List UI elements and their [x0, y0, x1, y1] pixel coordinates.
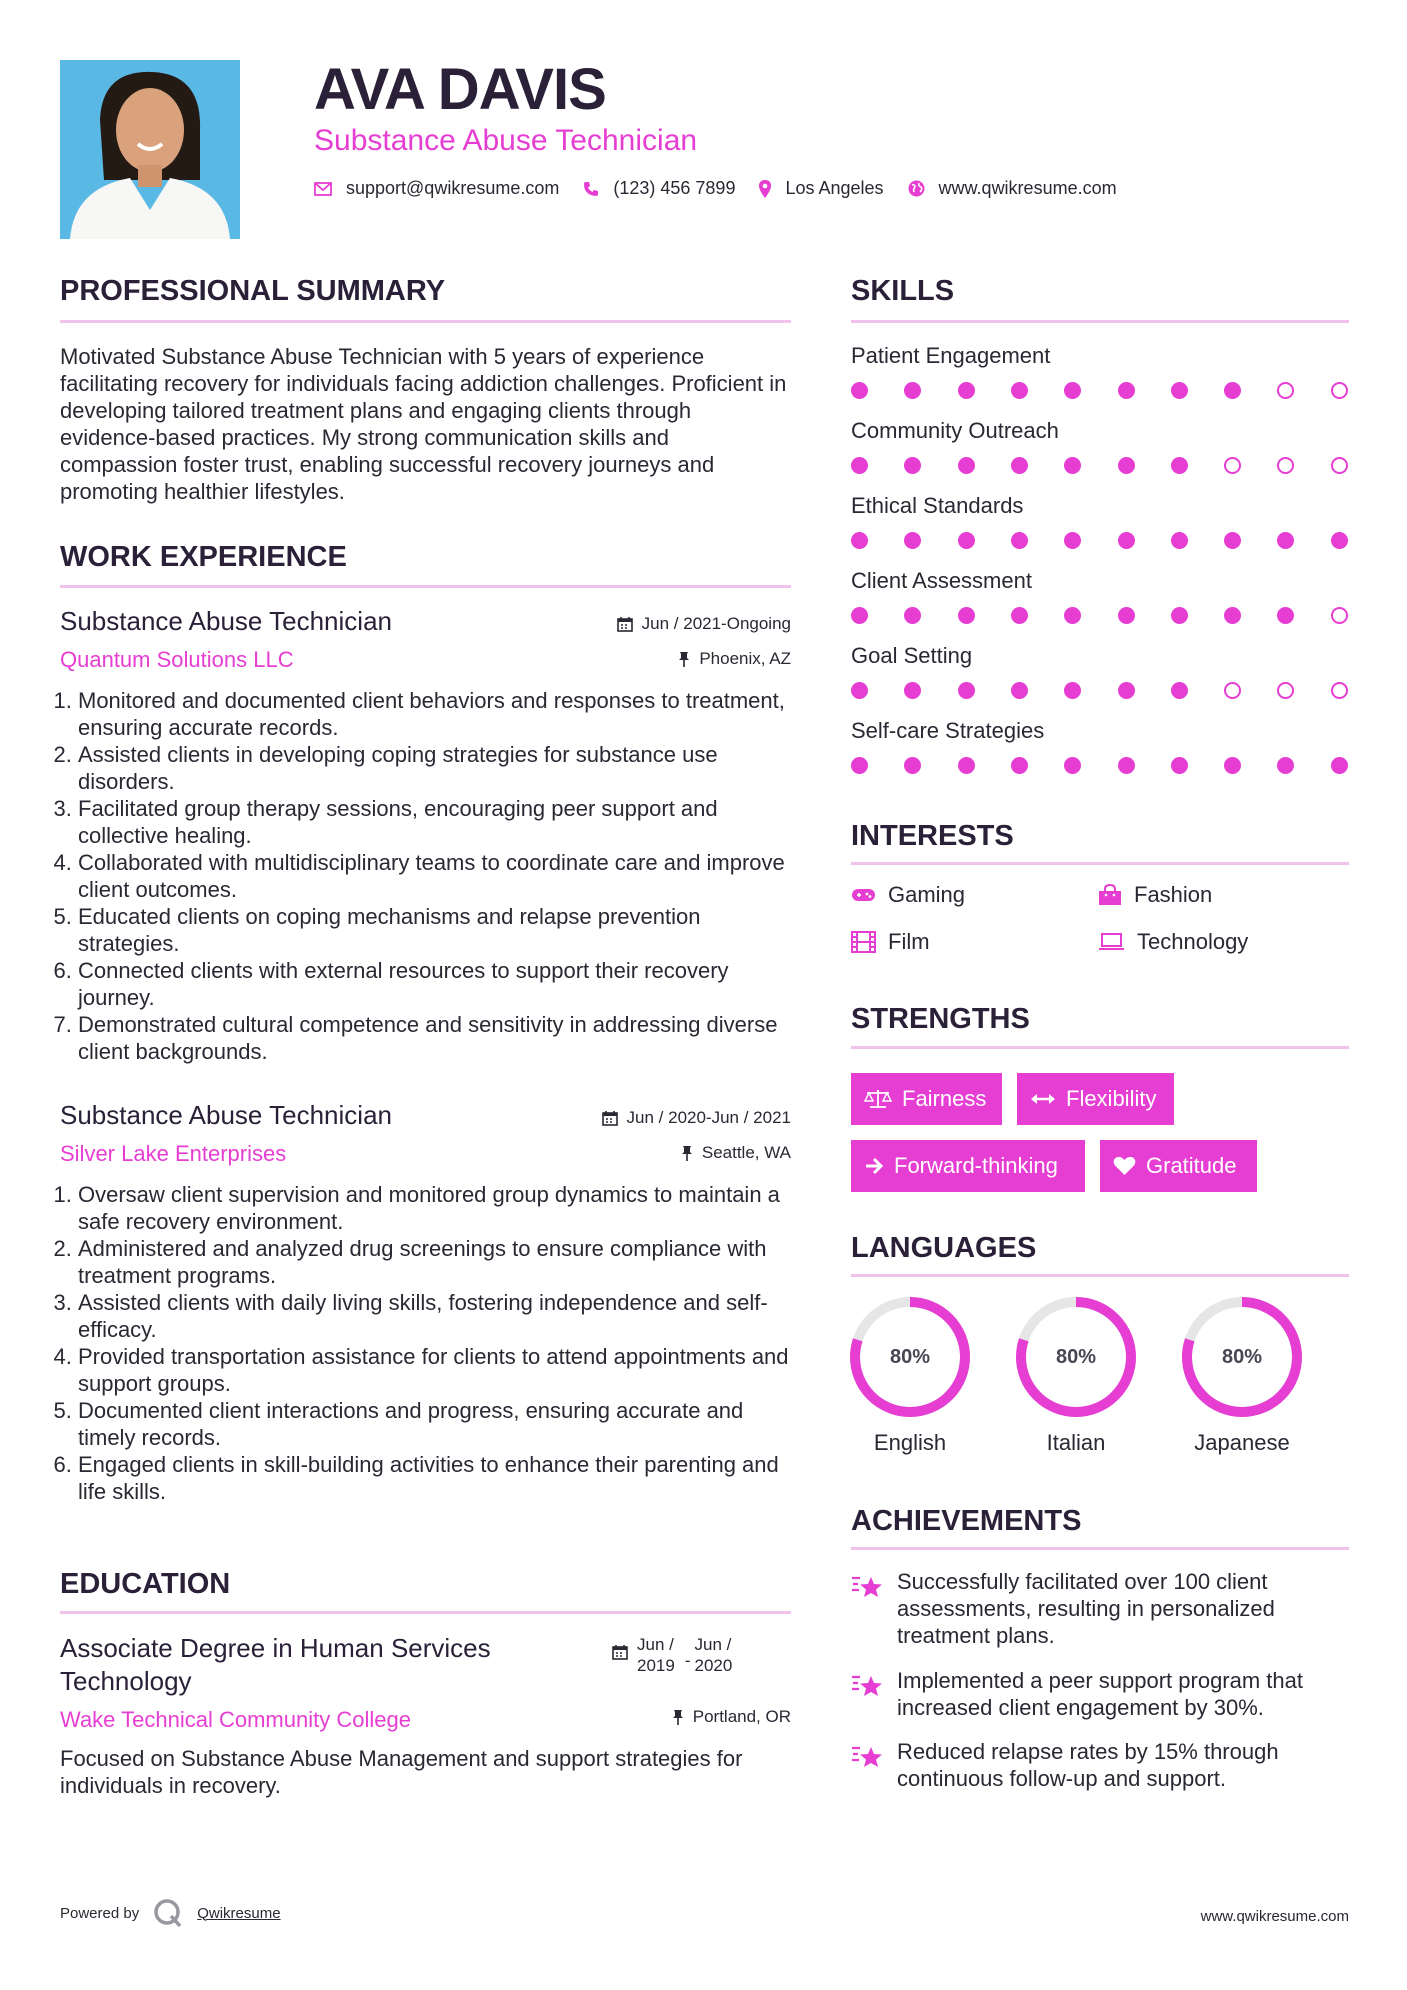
interest-technology — [1098, 929, 1248, 955]
job-bullet: 2. Assisted clients in developing coping strategies for substance use disorders. — [78, 741, 791, 795]
education-date — [612, 1634, 732, 1676]
language-ring — [845, 1292, 975, 1422]
skill-dot-filled — [904, 757, 921, 774]
education-end-month: Jun / — [694, 1635, 732, 1654]
skills-heading: SKILLS — [851, 275, 955, 307]
interest-film — [851, 929, 930, 955]
skill-item — [851, 718, 1349, 777]
achievement-item — [851, 1667, 1349, 1721]
contact-bar — [314, 178, 1141, 199]
contact-location — [759, 178, 883, 199]
phone-icon — [583, 181, 599, 197]
strength-label: Forward-thinking — [894, 1153, 1058, 1178]
skill-rating — [851, 532, 1349, 552]
strength-tag — [851, 1073, 1002, 1125]
contact-location-text: Los Angeles — [785, 178, 884, 198]
achievement-text: Implemented a peer support program that increased client engagement by 30%. — [897, 1668, 1304, 1720]
skill-dot-filled — [1171, 457, 1188, 474]
skill-dot-filled — [1224, 382, 1241, 399]
skill-dot-filled — [1171, 607, 1188, 624]
skill-dot-filled — [1171, 382, 1188, 399]
shooting-star-icon — [851, 1742, 885, 1770]
footer-website[interactable]: www.qwikresume.com — [1200, 1908, 1349, 1925]
footer-powered-by — [60, 1898, 281, 1928]
skill-dot-filled — [1118, 607, 1135, 624]
language-percent: 80% — [1055, 1345, 1097, 1368]
skill-item — [851, 493, 1349, 552]
job-bullet: 2. Administered and analyzed drug screenings to ensure compliance with treatment programs. — [78, 1235, 791, 1289]
skill-dot-empty — [1331, 457, 1348, 474]
achievements-heading: ACHIEVEMENTS — [851, 1505, 1082, 1537]
skill-rating — [851, 607, 1349, 627]
skill-dot-empty — [1331, 607, 1348, 624]
job-bullet: 1. Monitored and documented client behaviors and responses to treatment, ensuring accurate records. — [78, 687, 791, 741]
skill-dot-filled — [1277, 607, 1294, 624]
calendar-icon — [617, 616, 633, 632]
contact-phone-text: (123) 456 7899 — [613, 178, 736, 198]
skill-dot-empty — [1277, 382, 1294, 399]
skill-dot-filled — [1064, 607, 1081, 624]
skill-dot-filled — [958, 682, 975, 699]
skill-dot-filled — [1224, 757, 1241, 774]
summary-heading: PROFESSIONAL SUMMARY — [60, 275, 446, 307]
skill-dot-empty — [1224, 682, 1241, 699]
job-bullet: 5. Documented client interactions and progress, ensuring accurate and timely records. — [78, 1397, 791, 1451]
summary-divider — [60, 320, 791, 323]
skill-dot-filled — [851, 607, 868, 624]
pushpin-icon — [672, 1709, 684, 1725]
interest-label: Fashion — [1134, 882, 1213, 907]
interests-divider — [851, 862, 1349, 865]
heart-icon — [1113, 1156, 1136, 1176]
skill-dot-filled — [851, 457, 868, 474]
language-item — [845, 1292, 975, 1456]
arrow-right-icon — [864, 1157, 884, 1175]
skill-item — [851, 418, 1349, 477]
skill-dot-empty — [1224, 457, 1241, 474]
calendar-icon — [612, 1644, 628, 1660]
laptop-icon — [1098, 933, 1125, 951]
skill-item — [851, 643, 1349, 702]
skill-dot-filled — [958, 382, 975, 399]
skill-dot-filled — [1171, 682, 1188, 699]
summary-text: Motivated Substance Abuse Technician with 5 years of experience facilitating recovery for individuals facing addiction challenges. Proficient in developing tailored treatment plans and engaging clients through evidence-based practices. My strong communication skills and compassion foster trust, enabling successful recovery journeys and promoting healthier lifestyles. — [60, 344, 787, 504]
skill-rating — [851, 682, 1349, 702]
skill-dot-filled — [1331, 757, 1348, 774]
education-school: Wake Technical Community College — [60, 1707, 411, 1732]
achievement-item — [851, 1738, 1349, 1792]
skill-dot-filled — [904, 682, 921, 699]
skill-dot-empty — [1277, 457, 1294, 474]
skill-dot-filled — [904, 607, 921, 624]
job-date-text: Jun / 2021-Ongoing — [641, 614, 791, 633]
education-divider — [60, 1611, 791, 1614]
education-degree: Associate Degree in Human Services Technology — [60, 1633, 491, 1696]
job-entry — [60, 1100, 791, 1505]
strengths-divider — [851, 1046, 1349, 1049]
skill-item — [851, 343, 1349, 402]
shooting-star-icon — [851, 1671, 885, 1699]
education-start-year: 2019 — [637, 1656, 675, 1675]
education-location-text: Portland, OR — [692, 1707, 791, 1726]
skill-dot-filled — [958, 457, 975, 474]
language-name: English — [873, 1430, 947, 1455]
job-title: Substance Abuse Technician — [60, 606, 392, 636]
job-entry — [60, 606, 791, 1065]
languages-divider — [851, 1274, 1349, 1277]
skill-dot-filled — [1064, 757, 1081, 774]
skills-divider — [851, 320, 1349, 323]
skill-dot-filled — [1171, 757, 1188, 774]
skill-dot-filled — [851, 757, 868, 774]
skill-dot-filled — [1011, 382, 1028, 399]
skill-dot-filled — [851, 682, 868, 699]
skill-dot-filled — [1224, 532, 1241, 549]
skill-name: Self-care Strategies — [851, 718, 1045, 743]
contact-email[interactable] — [314, 178, 559, 199]
pushpin-icon — [681, 1145, 693, 1161]
contact-email-text: support@qwikresume.com — [346, 178, 560, 198]
education-end-year: 2020 — [694, 1656, 733, 1675]
strength-tag — [1100, 1140, 1257, 1192]
contact-phone[interactable] — [583, 178, 735, 199]
skill-dot-filled — [1011, 457, 1028, 474]
experience-divider — [60, 585, 791, 588]
job-location-text: Seattle, WA — [701, 1143, 791, 1162]
job-date — [617, 614, 791, 634]
skill-dot-filled — [1011, 757, 1028, 774]
job-bullet: 3. Assisted clients with daily living skills, fostering independence and self-efficacy. — [78, 1289, 791, 1343]
job-location-text: Phoenix, AZ — [699, 649, 791, 668]
interest-fashion — [1098, 882, 1212, 908]
job-title: Substance Abuse Technician — [60, 1100, 392, 1130]
strength-label: Gratitude — [1146, 1153, 1237, 1178]
skill-dot-filled — [1064, 532, 1081, 549]
job-bullet: 5. Educated clients on coping mechanisms and relapse prevention strategies. — [78, 903, 791, 957]
map-pin-icon — [759, 180, 771, 198]
job-company: Quantum Solutions LLC — [60, 647, 294, 672]
strength-tag — [1017, 1073, 1174, 1125]
achievement-item — [851, 1568, 1349, 1649]
skill-dot-filled — [1011, 682, 1028, 699]
job-bullet: 1. Oversaw client supervision and monitored group dynamics to maintain a safe recovery environment. — [78, 1181, 791, 1235]
language-ring — [1177, 1292, 1307, 1422]
strength-tag — [851, 1140, 1085, 1192]
job-company: Silver Lake Enterprises — [60, 1141, 287, 1166]
job-bullet: 4. Provided transportation assistance for clients to attend appointments and support groups. — [78, 1343, 791, 1397]
job-bullet: 3. Facilitated group therapy sessions, encouraging peer support and collective healing. — [78, 795, 791, 849]
languages-heading: LANGUAGES — [851, 1232, 1037, 1264]
skill-item — [851, 568, 1349, 627]
arrows-horizontal-icon — [1030, 1092, 1056, 1106]
skill-dot-filled — [1224, 607, 1241, 624]
job-bullet: 6. Engaged clients in skill-building activities to enhance their parenting and life skills. — [78, 1451, 791, 1505]
skill-rating — [851, 382, 1349, 402]
skill-dot-filled — [904, 457, 921, 474]
skill-dot-empty — [1331, 382, 1348, 399]
skill-dot-empty — [1331, 682, 1348, 699]
skill-dot-filled — [1011, 532, 1028, 549]
skill-dot-filled — [1118, 757, 1135, 774]
skill-dot-filled — [1011, 607, 1028, 624]
interest-label: Technology — [1137, 929, 1249, 954]
strength-label: Fairness — [902, 1086, 987, 1111]
skill-name: Ethical Standards — [851, 493, 1024, 518]
balance-scale-icon — [864, 1089, 892, 1109]
education-date-separator: - — [684, 1651, 691, 1670]
language-item — [1011, 1292, 1141, 1456]
envelope-icon — [314, 182, 332, 196]
skill-dot-filled — [1118, 457, 1135, 474]
skill-dot-filled — [851, 382, 868, 399]
job-bullet: 7. Demonstrated cultural competence and sensitivity in addressing diverse client backgrounds. — [78, 1011, 791, 1065]
skill-dot-filled — [851, 532, 868, 549]
job-bullet: 4. Collaborated with multidisciplinary teams to coordinate care and improve client outcomes. — [78, 849, 791, 903]
calendar-icon — [602, 1110, 618, 1126]
contact-website-text: www.qwikresume.com — [938, 178, 1117, 198]
job-bullets — [60, 1181, 791, 1505]
candidate-name: AVA DAVIS — [314, 57, 606, 122]
education-location — [672, 1707, 791, 1727]
interest-gaming — [851, 882, 965, 908]
job-date-text: Jun / 2020-Jun / 2021 — [626, 1108, 791, 1127]
skill-name: Patient Engagement — [851, 343, 1051, 368]
skill-dot-filled — [1064, 382, 1081, 399]
skill-dot-filled — [958, 757, 975, 774]
education-end — [695, 1634, 733, 1676]
skill-dot-filled — [958, 532, 975, 549]
candidate-title: Substance Abuse Technician — [314, 124, 698, 157]
pushpin-icon — [678, 651, 690, 667]
powered-by-text: Powered by — [60, 1904, 140, 1922]
education-description: Focused on Substance Abuse Management and support strategies for individuals in recovery. — [60, 1746, 743, 1798]
skill-dot-filled — [1064, 682, 1081, 699]
skill-rating — [851, 757, 1349, 777]
language-item — [1177, 1292, 1307, 1456]
film-icon — [851, 931, 876, 953]
skill-dot-filled — [1118, 382, 1135, 399]
qwikresume-link[interactable]: Qwikresume — [197, 1904, 281, 1922]
language-percent: 80% — [889, 1345, 931, 1368]
language-ring — [1011, 1292, 1141, 1422]
skill-dot-filled — [1064, 457, 1081, 474]
interests-heading: INTERESTS — [851, 820, 1014, 852]
language-name: Japanese — [1194, 1430, 1290, 1455]
job-bullet: 6. Connected clients with external resources to support their recovery journey. — [78, 957, 791, 1011]
job-location — [681, 1143, 791, 1163]
contact-website[interactable] — [908, 178, 1117, 199]
job-bullets — [60, 687, 791, 1065]
achievement-text: Reduced relapse rates by 15% through continuous follow-up and support. — [897, 1739, 1279, 1791]
language-name: Italian — [1046, 1430, 1106, 1455]
gamepad-icon — [851, 887, 876, 903]
job-location — [678, 649, 791, 669]
shopping-bag-icon — [1098, 884, 1122, 906]
globe-icon — [908, 180, 925, 197]
qwikresume-logo-icon — [153, 1898, 183, 1928]
education-heading: EDUCATION — [60, 1568, 231, 1600]
skill-dot-filled — [904, 532, 921, 549]
skill-dot-filled — [1277, 532, 1294, 549]
achievement-text: Successfully facilitated over 100 client assessments, resulting in personalized treatment plans. — [897, 1569, 1275, 1648]
interest-label: Film — [888, 929, 930, 954]
education-start-month: Jun / — [637, 1635, 674, 1654]
skill-name: Community Outreach — [851, 418, 1059, 443]
skill-dot-filled — [958, 607, 975, 624]
achievements-divider — [851, 1547, 1349, 1550]
skill-dot-filled — [1331, 532, 1348, 549]
skill-rating — [851, 457, 1349, 477]
skill-name: Client Assessment — [851, 568, 1032, 593]
strength-label: Flexibility — [1066, 1086, 1157, 1111]
profile-photo — [60, 60, 240, 239]
skill-dot-filled — [1277, 757, 1294, 774]
education-start — [637, 1634, 675, 1676]
skill-dot-empty — [1277, 682, 1294, 699]
skill-dot-filled — [1118, 532, 1135, 549]
job-date — [602, 1108, 791, 1128]
skill-name: Goal Setting — [851, 643, 973, 668]
experience-heading: WORK EXPERIENCE — [60, 541, 347, 573]
interest-label: Gaming — [888, 882, 966, 907]
skill-dot-filled — [1171, 532, 1188, 549]
skill-dot-filled — [1118, 682, 1135, 699]
shooting-star-icon — [851, 1572, 885, 1600]
language-percent: 80% — [1221, 1345, 1263, 1368]
strengths-heading: STRENGTHS — [851, 1003, 1030, 1035]
skill-dot-filled — [904, 382, 921, 399]
